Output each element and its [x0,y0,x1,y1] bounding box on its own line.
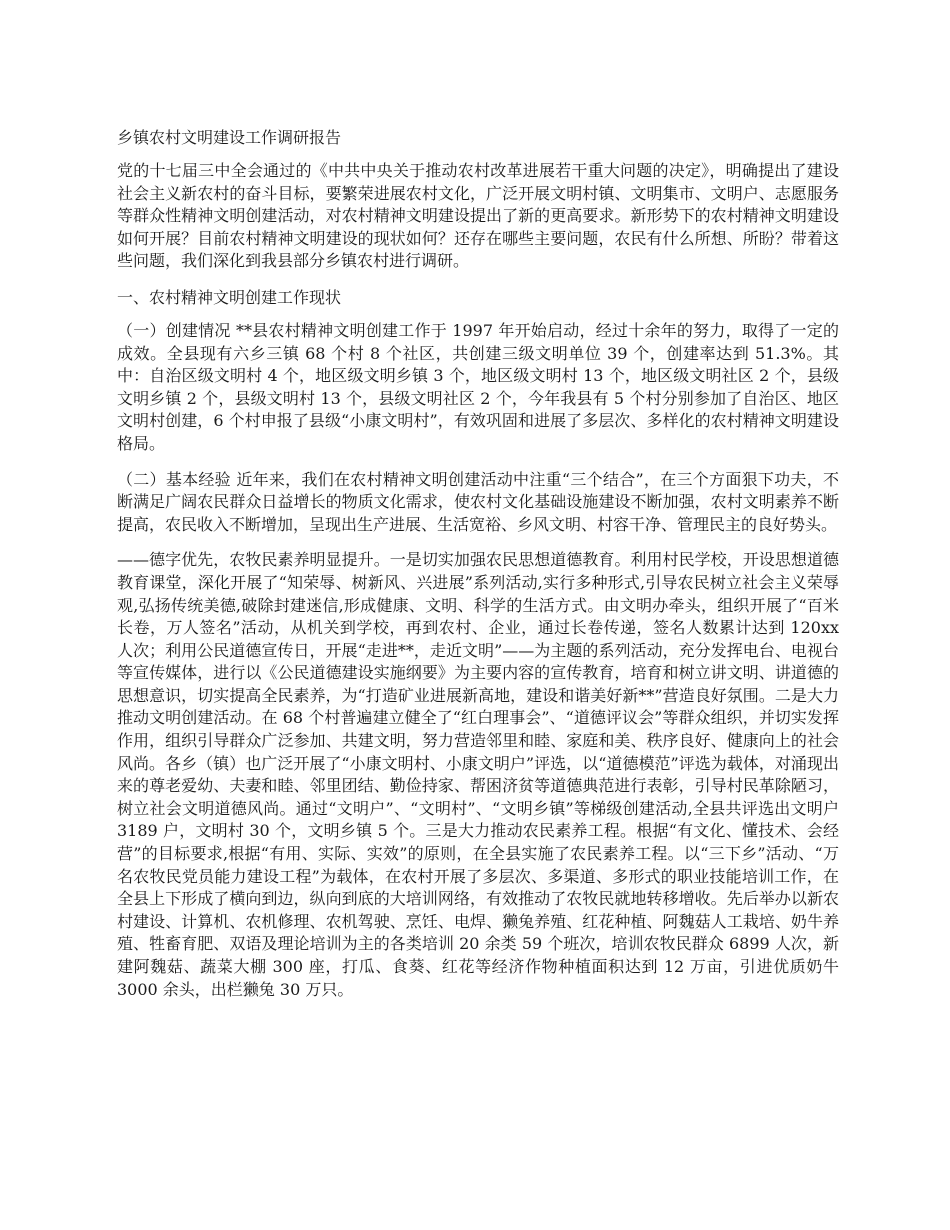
intro-paragraph: 党的十七届三中全会通过的《中共中央关于推动农村改革进展若干重大问题的决定》，明确提出了建设社会主义新农村的奋斗目标，要繁荣进展农村文化，广泛开展文明村镇、文明集市、文明户、志愿服务等群众性精神文明创建活动，对农村精神文明建设提出了新的更高要求。新形势下的农村精神文明建设如何开展？目前农村精神文明建设的现状如何？还存在哪些主要问题，农民有什么所想、所盼？带着这些问题，我们深化到我县部分乡镇农村进行调研。 [117,161,839,271]
document-page [117,126,839,1014]
creation-status-paragraph: （一）创建情况 **县农村精神文明创建工作于 1997 年开始启动，经过十余年的努力，取得了一定的成效。全县现有六乡三镇 68 个村 8 个社区，共创建三级文明单位 39 个，创建率达到 51.3%。其中：自治区级文明村 4 个，地区级文明乡镇 3 个，地区级文明村 13 个，地区级文明社区 2 个，县级文明乡镇 2 个，县级文明村 13 个，县级文明社区 2 个，今年我县有 5 个村分别参加了自治区、地区文明村创建，6 个村申报了县级“小康文明村”，有效巩固和进展了多层次、多样化的农村精神文明建设格局。 [117,320,839,453]
moral-priority-paragraph: ——德字优先，农牧民素养明显提升。一是切实加强农民思想道德教育。利用村民学校，开设思想道德教育课堂，深化开展了“知荣辱、树新风、兴进展”系列活动,实行多种形式,引导农民树立社会主义荣辱观,弘扬传统美德,破除封建迷信,形成健康、文明、科学的生活方式。由文明办牵头，组织开展了“百米长卷，万人签名”活动，从机关到学校，再到农村、企业，通过长卷传递，签名人数累计达到 120xx 人次；利用公民道德宣传日，开展“走进**，走近文明”——为主题的系列活动，充分发挥电台、电视台等宣传媒体，进行以《公民道德建设实施纲要》为主要内容的宣传教育，培育和树立讲文明、讲道德的思想意识，切实提高全民素养，为“打造矿业进展新高地，建设和谐美好新**”营造良好氛围。二是大力推动文明创建活动。在 68 个村普遍建立健全了“红白理事会”、“道德评议会”等群众组织，并切实发挥作用，组织引导群众广泛参加、共建文明，努力营造邻里和睦、家庭和美、秩序良好、健康向上的社会风尚。各乡（镇）也广泛开展了“小康文明村、小康文明户”评选，以“道德模范”评选为载体，对涌现出来的尊老爱幼、夫妻和睦、邻里团结、勤俭持家、帮困济贫等道德典范进行表彰，引导村民革除陋习，树立社会文明道德风尚。通过“文明户”、“文明村”、“文明乡镇”等梯级创建活动,全县共评选出文明户 3189 户，文明村 30 个，文明乡镇 5 个。三是大力推动农民素养工程。根据“有文化、懂技术、会经营”的目标要求,根据“有用、实际、实效”的原则，在全县实施了农民素养工程。以“三下乡”活动、“万名农牧民党员能力建设工程”为载体，在农村开展了多层次、多渠道、多形式的职业技能培训工作，在全县上下形成了横向到边，纵向到底的大培训网络，有效推动了农牧民就地转移增收。先后举办以新农村建设、计算机、农机修理、农机驾驶、烹饪、电焊、獭兔养殖、红花种植、阿魏菇人工栽培、奶牛养殖、牲畜育肥、双语及理论培训为主的各类培训 20 余类 59 个班次，培训农牧民群众 6899 人次，新建阿魏菇、蔬菜大棚 300 座，打瓜、食葵、红花等经济作物种植面积达到 12 万亩，引进优质奶牛 3000 余头，出栏獭兔 30 万只。 [117,550,839,999]
basic-experience-paragraph: （二）基本经验 近年来，我们在农村精神文明创建活动中注重“三个结合”，在三个方面狠下功夫，不断满足广阔农民群众日益增长的物质文化需求，使农村文化基础设施建设不断加强，农村文明素养不断提高，农民收入不断增加，呈现出生产进展、生活宽裕、乡风文明、村容干净、管理民主的良好势头。 [117,469,839,534]
document-title: 乡镇农村文明建设工作调研报告 [117,128,342,147]
section-heading: 一、农村精神文明创建工作现状 [117,287,342,307]
